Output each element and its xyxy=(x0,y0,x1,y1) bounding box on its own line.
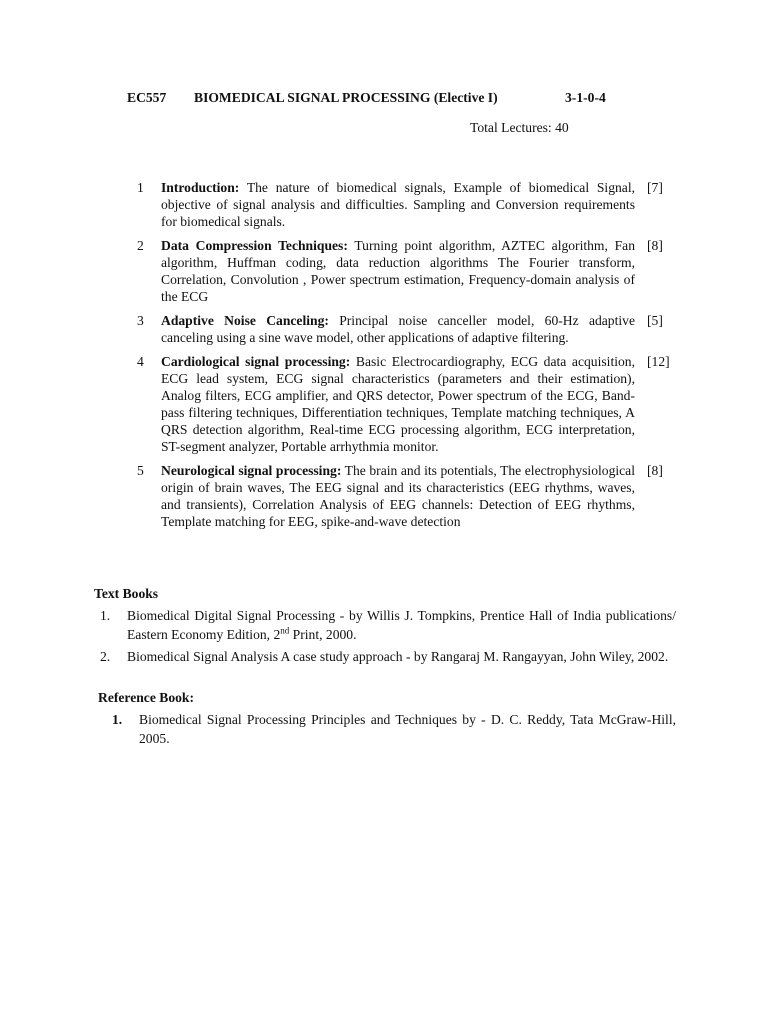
unit-content xyxy=(161,353,635,455)
course-title: BIOMEDICAL SIGNAL PROCESSING (Elective I) xyxy=(194,90,498,105)
unit-hours: [5] xyxy=(647,313,663,328)
unit-content xyxy=(161,237,635,305)
book-item xyxy=(100,606,676,644)
unit-text: Principal noise canceller model, 60-Hz adaptive canceling using a sine wave model, other applications of adaptive filtering. xyxy=(161,313,635,345)
book-item xyxy=(100,647,676,666)
unit-title: Data Compression Techniques: xyxy=(161,238,348,253)
unit-item xyxy=(137,462,677,530)
unit-text: Basic Electrocardiography, ECG data acquisition, ECG lead system, ECG signal characteristics (parameters and their estimation), Analog filters, ECG amplifier, and QRS detector, Power spectrum of the ECG, Band-pass filtering techniques, Differentiation techniques, Template matching techniques, A QRS detection algorithm, Real-time ECG processing algorithm, ECG interpretation, ST-segment analyzer, Portable arrhythmia monitor. xyxy=(161,354,635,454)
unit-hours: [7] xyxy=(647,180,663,195)
unit-content xyxy=(161,179,635,230)
unit-item xyxy=(137,179,677,230)
ordinal-suffix: nd xyxy=(280,625,290,636)
total-lectures: Total Lectures: 40 xyxy=(470,120,569,135)
unit-hours: [8] xyxy=(647,238,663,253)
book-citation: Biomedical Signal Processing Principles and Techniques by - D. C. Reddy, Tata McGraw-Hill, 2005. xyxy=(139,712,676,746)
book-number: 1. xyxy=(100,608,111,623)
unit-number: 5 xyxy=(137,463,144,478)
unit-title: Neurological signal processing: xyxy=(161,463,342,478)
syllabus-units xyxy=(137,179,677,537)
unit-text: Turning point algorithm, AZTEC algorithm, Fan algorithm, Huffman coding, data reduction algorithms The Fourier transform, Correlation, Convolution , Power spectrum estimation, Frequency-domain analysis of the ECG xyxy=(161,238,635,304)
reference-books-list xyxy=(112,710,676,751)
text-books-list xyxy=(100,606,676,669)
unit-item xyxy=(137,353,677,455)
course-header xyxy=(127,89,606,106)
citation-text: Biomedical Digital Signal Processing - by Willis J. Tompkins, Prentice Hall of India publications/ Eastern Economy Edition, 2 xyxy=(127,608,676,642)
text-books-heading: Text Books xyxy=(94,586,159,601)
unit-number: 4 xyxy=(137,354,144,369)
reference-book-heading: Reference Book: xyxy=(98,690,195,705)
unit-text: The brain and its potentials, The electrophysiological origin of brain waves, The EEG signal and its characteristics (EEG rhythms, waves, and transients), Correlation Analysis of EEG channels: Detection of EEG rhythms, Template matching for EEG, spike-and-wave detection xyxy=(161,463,635,529)
course-code: EC557 xyxy=(127,90,167,105)
book-number: 1. xyxy=(112,712,123,727)
book-citation xyxy=(127,606,676,644)
book-number: 2. xyxy=(100,649,111,664)
unit-title: Introduction: xyxy=(161,180,240,195)
unit-title: Cardiological signal processing: xyxy=(161,354,351,369)
unit-number: 3 xyxy=(137,313,144,328)
unit-item xyxy=(137,237,677,305)
unit-content xyxy=(161,462,635,530)
book-citation: Biomedical Signal Analysis A case study approach - by Rangaraj M. Rangayyan, John Wiley, 2002. xyxy=(127,649,669,664)
unit-hours: [8] xyxy=(647,463,663,478)
course-credits: 3-1-0-4 xyxy=(565,90,606,105)
unit-hours: [12] xyxy=(647,354,670,369)
unit-number: 2 xyxy=(137,238,144,253)
unit-text: The nature of biomedical signals, Example of biomedical Signal, objective of signal analysis and difficulties. Sampling and Conversion requirements for biomedical signals. xyxy=(161,180,635,229)
unit-title: Adaptive Noise Canceling: xyxy=(161,313,329,328)
book-item xyxy=(112,710,676,748)
unit-number: 1 xyxy=(137,180,144,195)
citation-text-end: Print, 2000. xyxy=(289,627,357,642)
unit-item xyxy=(137,312,677,346)
unit-content xyxy=(161,312,635,346)
